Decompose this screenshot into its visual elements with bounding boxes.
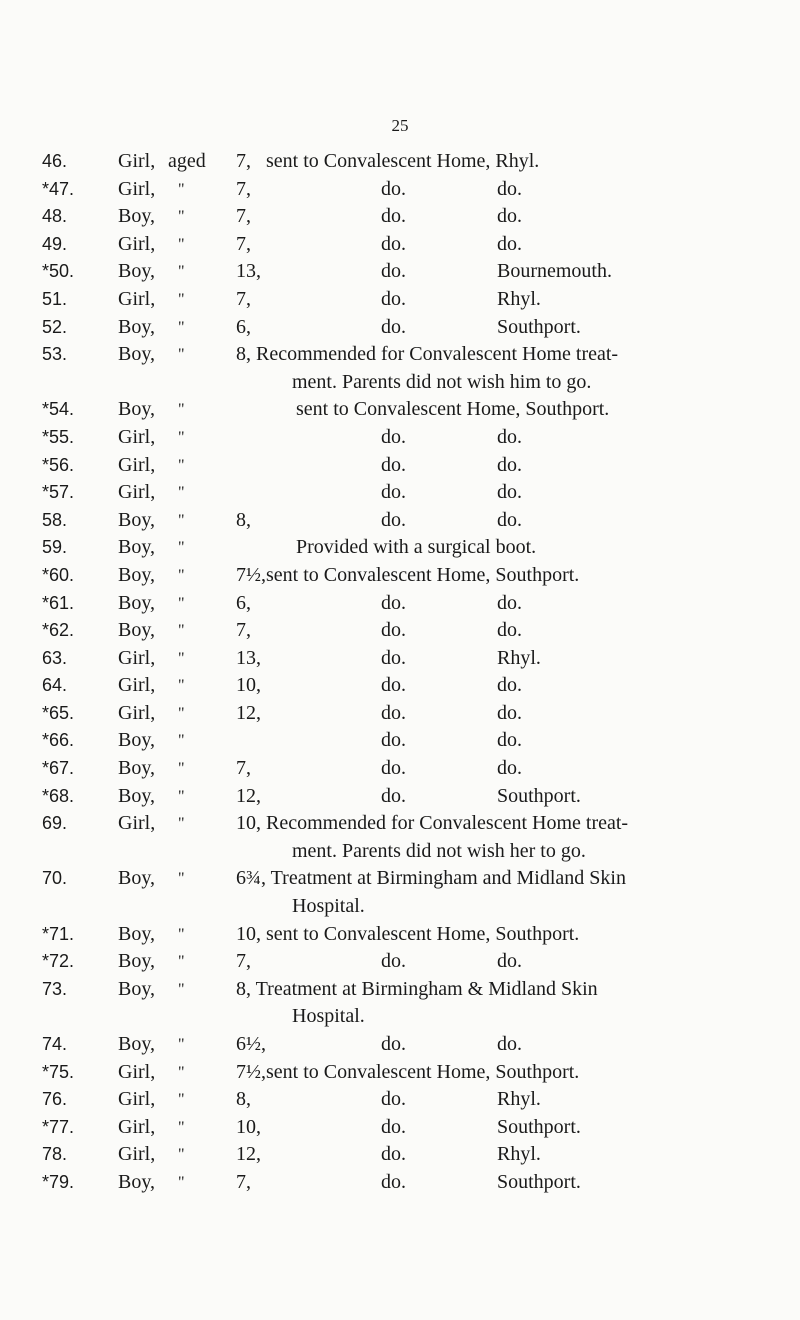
record-sex: Boy, xyxy=(118,867,156,890)
record-place: do. xyxy=(381,287,406,310)
record-aged-marker: " xyxy=(178,318,185,336)
record-number: *47. xyxy=(42,178,75,199)
record-age: 10, xyxy=(236,922,261,945)
record-place: do. xyxy=(381,205,406,228)
record-sex: Boy, xyxy=(118,784,156,807)
record-age: 12, xyxy=(236,784,261,807)
record-town: do. xyxy=(497,481,522,504)
record-sex: Boy, xyxy=(118,563,156,586)
record-town: do. xyxy=(497,729,522,752)
record-place: sent to Convalescent Home, Southport. xyxy=(266,922,580,945)
record-number: 51. xyxy=(42,288,68,309)
record-number: 64. xyxy=(42,675,68,696)
record-age: 13, xyxy=(236,260,261,283)
table-row xyxy=(0,865,800,920)
record-town: do. xyxy=(497,453,522,476)
record-sex: Girl, xyxy=(118,453,156,476)
record-aged-marker: " xyxy=(178,1173,185,1191)
record-note-continuation: Hospital. xyxy=(292,1005,365,1028)
record-age: 10, xyxy=(236,674,261,697)
record-sex: Girl, xyxy=(118,287,156,310)
table-row xyxy=(0,562,800,590)
record-aged-marker: " xyxy=(178,953,185,971)
record-age: 7, xyxy=(236,757,251,780)
record-place: do. xyxy=(381,481,406,504)
record-note xyxy=(236,865,726,920)
table-row xyxy=(0,479,800,507)
record-aged-marker: " xyxy=(178,263,185,281)
record-aged-marker: " xyxy=(178,1118,185,1136)
record-number: *60. xyxy=(42,564,75,585)
record-place: do. xyxy=(381,1143,406,1166)
record-aged-marker: " xyxy=(178,346,185,364)
record-note-continuation: Hospital. xyxy=(292,895,365,918)
record-sex: Girl, xyxy=(118,1143,156,1166)
record-aged-marker: " xyxy=(178,870,185,888)
record-age: 7½, xyxy=(236,1060,266,1083)
record-number: *71. xyxy=(42,923,75,944)
record-age: 7, xyxy=(236,205,251,228)
record-age: 7, xyxy=(236,232,251,255)
record-place: do. xyxy=(381,1088,406,1111)
record-place: do. xyxy=(381,1115,406,1138)
record-aged-marker: " xyxy=(178,594,185,612)
record-sex: Girl, xyxy=(118,674,156,697)
record-number: *57. xyxy=(42,482,75,503)
table-row xyxy=(0,1086,800,1114)
record-number: 78. xyxy=(42,1144,68,1165)
record-number: *55. xyxy=(42,426,75,447)
record-note xyxy=(236,976,726,1031)
record-number: 73. xyxy=(42,978,68,999)
table-row xyxy=(0,1169,800,1197)
record-town: Southport. xyxy=(497,1115,581,1138)
table-row xyxy=(0,176,800,204)
record-age: 13, xyxy=(236,646,261,669)
record-town: Rhyl. xyxy=(497,287,541,310)
record-note-line: 10, Recommended for Convalescent Home treat- xyxy=(236,812,629,835)
table-row xyxy=(0,507,800,535)
record-aged-marker: " xyxy=(178,1091,185,1109)
record-aged-marker: " xyxy=(178,484,185,502)
record-sex: Boy, xyxy=(118,508,156,531)
record-place: do. xyxy=(381,591,406,614)
record-aged-marker: " xyxy=(178,428,185,446)
record-aged-marker: " xyxy=(178,980,185,998)
record-town: do. xyxy=(497,205,522,228)
record-sex: Boy, xyxy=(118,729,156,752)
table-row xyxy=(0,1031,800,1059)
record-place: do. xyxy=(381,950,406,973)
record-place: do. xyxy=(381,784,406,807)
record-town: Rhyl. xyxy=(497,1143,541,1166)
record-town: Bournemouth. xyxy=(497,260,612,283)
table-row xyxy=(0,645,800,673)
record-age: 12, xyxy=(236,1143,261,1166)
record-age: 6½, xyxy=(236,1033,266,1055)
record-number: 52. xyxy=(42,316,68,337)
record-number: *72. xyxy=(42,951,75,972)
record-aged-marker: " xyxy=(178,539,185,557)
record-sex: Boy, xyxy=(118,536,156,559)
record-place: Provided with a surgical boot. xyxy=(296,536,537,559)
record-number: *62. xyxy=(42,620,75,641)
record-town: Southport. xyxy=(497,784,581,807)
record-sex: Boy, xyxy=(118,1170,156,1193)
record-place: do. xyxy=(381,646,406,669)
record-sex: Boy, xyxy=(118,343,156,366)
record-sex: Girl, xyxy=(118,1115,156,1138)
table-row xyxy=(0,203,800,231)
record-age: 7½, xyxy=(236,563,266,586)
record-sex: Boy, xyxy=(118,1033,156,1055)
record-sex: Girl, xyxy=(118,177,156,200)
record-age: 8, xyxy=(236,1088,251,1111)
table-row xyxy=(0,1114,800,1142)
record-age: 6, xyxy=(236,591,251,614)
record-place: do. xyxy=(381,729,406,752)
record-sex: Boy, xyxy=(118,398,156,421)
record-note xyxy=(236,341,726,396)
record-number: 69. xyxy=(42,813,68,834)
table-row xyxy=(0,948,800,976)
record-age: 7, xyxy=(236,1170,251,1193)
record-sex: Girl, xyxy=(118,812,156,835)
record-aged-marker: " xyxy=(178,760,185,778)
record-aged-marker: " xyxy=(178,456,185,474)
table-row xyxy=(0,1059,800,1087)
record-sex: Girl, xyxy=(118,232,156,255)
table-row xyxy=(0,452,800,480)
record-place: do. xyxy=(381,701,406,724)
record-sex: Boy, xyxy=(118,950,156,973)
record-sex: Boy, xyxy=(118,757,156,780)
record-aged-marker: " xyxy=(178,180,185,198)
record-town: do. xyxy=(497,757,522,780)
record-number: *61. xyxy=(42,592,75,613)
record-place: do. xyxy=(381,315,406,338)
record-sex: Boy, xyxy=(118,619,156,642)
record-sex: Boy, xyxy=(118,591,156,614)
record-age: 6, xyxy=(236,315,251,338)
table-row xyxy=(0,231,800,259)
record-aged-marker: " xyxy=(178,677,185,695)
record-aged-marker: " xyxy=(178,401,185,419)
table-row xyxy=(0,700,800,728)
record-place: do. xyxy=(381,757,406,780)
record-place: do. xyxy=(381,619,406,642)
record-aged-marker: " xyxy=(178,622,185,640)
record-number: *68. xyxy=(42,785,75,806)
record-sex: Boy, xyxy=(118,315,156,338)
record-number: *56. xyxy=(42,454,75,475)
record-aged-marker: " xyxy=(178,1146,185,1164)
record-aged-marker: " xyxy=(178,1063,185,1081)
table-row xyxy=(0,1141,800,1169)
record-place: do. xyxy=(381,674,406,697)
record-sex: Girl, xyxy=(118,150,156,172)
record-note-line: 8, Recommended for Convalescent Home treat- xyxy=(236,343,619,366)
record-place: sent to Convalescent Home, Southport. xyxy=(266,563,580,586)
table-row xyxy=(0,590,800,618)
record-number: 63. xyxy=(42,647,68,668)
record-aged-marker: " xyxy=(178,566,185,584)
table-row xyxy=(0,921,800,949)
record-place: do. xyxy=(381,232,406,255)
record-sex: Girl, xyxy=(118,701,156,724)
record-town: do. xyxy=(497,425,522,448)
table-row xyxy=(0,314,800,342)
record-place: sent to Convalescent Home, Southport. xyxy=(266,1060,580,1083)
record-town: Southport. xyxy=(497,315,581,338)
record-note-line: 8, Treatment at Birmingham & Midland Skin xyxy=(236,977,598,1000)
record-age: 7, xyxy=(236,287,251,310)
record-aged-marker: " xyxy=(178,290,185,308)
record-age: 7, xyxy=(236,177,251,200)
table-row xyxy=(0,672,800,700)
table-row xyxy=(0,755,800,783)
record-sex: Boy, xyxy=(118,977,156,1000)
record-sex: Girl, xyxy=(118,1060,156,1083)
record-town: do. xyxy=(497,701,522,724)
table-row xyxy=(0,258,800,286)
record-place: do. xyxy=(381,453,406,476)
record-town: do. xyxy=(497,232,522,255)
record-place: do. xyxy=(381,508,406,531)
record-age: 8, xyxy=(236,508,251,531)
page-number: 25 xyxy=(391,116,409,135)
record-aged-marker: " xyxy=(178,787,185,805)
record-town: do. xyxy=(497,1033,522,1055)
record-note-line: 6¾, Treatment at Birmingham and Midland Skin xyxy=(236,867,626,890)
record-town: do. xyxy=(497,674,522,697)
record-sex: Boy, xyxy=(118,922,156,945)
table-row xyxy=(0,396,800,424)
record-town: Southport. xyxy=(497,1170,581,1193)
record-aged-marker: " xyxy=(178,649,185,667)
record-town: do. xyxy=(497,177,522,200)
table-row xyxy=(0,424,800,452)
table-row xyxy=(0,976,800,1031)
record-aged-marker: " xyxy=(178,208,185,226)
record-sex: Girl, xyxy=(118,1088,156,1111)
table-row xyxy=(0,286,800,314)
record-number: *79. xyxy=(42,1171,75,1192)
record-number: 48. xyxy=(42,206,68,227)
record-aged-marker: " xyxy=(178,1036,185,1053)
record-aged-marker: " xyxy=(178,235,185,253)
record-table xyxy=(0,148,800,1197)
table-row xyxy=(0,341,800,396)
table-row xyxy=(0,810,800,865)
record-place: do. xyxy=(381,177,406,200)
record-town: Rhyl. xyxy=(497,1088,541,1111)
record-number: *65. xyxy=(42,702,75,723)
record-place: do. xyxy=(381,1170,406,1193)
record-note xyxy=(236,810,726,865)
record-place: do. xyxy=(381,1033,406,1055)
table-row xyxy=(0,783,800,811)
record-number: 74. xyxy=(42,1034,68,1054)
record-number: *50. xyxy=(42,261,75,282)
record-sex: Girl, xyxy=(118,425,156,448)
record-number: *75. xyxy=(42,1061,75,1082)
record-aged-marker: " xyxy=(178,511,185,529)
table-row xyxy=(0,534,800,562)
record-aged-marker: " xyxy=(178,732,185,750)
record-town: do. xyxy=(497,619,522,642)
record-sex: Boy, xyxy=(118,205,156,228)
record-number: 53. xyxy=(42,344,68,365)
record-place: do. xyxy=(381,425,406,448)
record-place: do. xyxy=(381,260,406,283)
record-aged-marker: " xyxy=(178,704,185,722)
record-note-continuation: ment. Parents did not wish her to go. xyxy=(292,839,586,862)
record-sex: Girl, xyxy=(118,481,156,504)
record-number: 70. xyxy=(42,868,68,889)
record-age: 10, xyxy=(236,1115,261,1138)
record-age: 7, xyxy=(236,619,251,642)
record-town: do. xyxy=(497,508,522,531)
record-note-continuation: ment. Parents did not wish him to go. xyxy=(292,370,592,393)
record-number: 49. xyxy=(42,233,68,254)
record-aged-marker: " xyxy=(178,815,185,833)
table-row xyxy=(0,727,800,755)
record-age: 12, xyxy=(236,701,261,724)
record-place: sent to Convalescent Home, Southport. xyxy=(296,398,610,421)
record-number: 76. xyxy=(42,1089,68,1110)
record-number: *66. xyxy=(42,730,75,751)
table-row xyxy=(0,148,800,176)
record-aged-marker: " xyxy=(178,925,185,943)
record-age: 7, xyxy=(236,950,251,973)
table-row xyxy=(0,617,800,645)
record-sex: Boy, xyxy=(118,260,156,283)
record-sex: Girl, xyxy=(118,646,156,669)
record-town: do. xyxy=(497,591,522,614)
record-town: do. xyxy=(497,950,522,973)
record-aged-marker: aged xyxy=(168,150,206,172)
record-number: 59. xyxy=(42,537,68,558)
record-number: 58. xyxy=(42,509,68,530)
record-place: sent to Convalescent Home, Rhyl. xyxy=(266,150,540,172)
record-number: 46. xyxy=(42,151,68,171)
record-number: *54. xyxy=(42,399,75,420)
record-number: *67. xyxy=(42,758,75,779)
record-age: 7, xyxy=(236,150,251,172)
record-number: *77. xyxy=(42,1116,75,1137)
record-town: Rhyl. xyxy=(497,646,541,669)
